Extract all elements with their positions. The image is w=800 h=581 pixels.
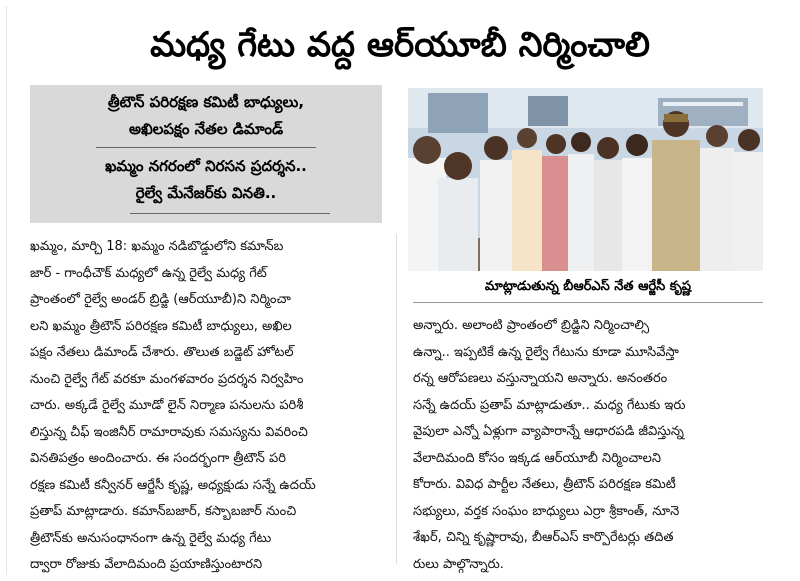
body-line: లని ఖమ్మం త్రీటౌన్ పరిరక్షణ కమిటీ బాధ్యులు, అఖిల — [30, 318, 292, 334]
body-line: కోరారు. వివిధ పార్టీల నేతలు, త్రీటౌన్ పరిరక్షణ కమిటీ — [413, 477, 676, 492]
subheading-line-1: త్రీటౌన్ పరిరక్షణ కమిటీ బాధ్యులు, — [107, 93, 305, 111]
photo-illustration — [408, 88, 763, 271]
body-line: పక్షం నేతలు డిమాండ్ చేశారు. తొలుత బడ్జెట్ హోటల్ — [30, 345, 294, 360]
body-line: ద్వారా రోజుకు వేలాదిమంది ప్రయాణిస్తుంటారని — [30, 557, 263, 572]
body-line: రులు పాల్గొన్నారు. — [413, 556, 504, 572]
body-line: వైపులా ఎన్నో ఏళ్లుగా వ్యాపారాన్నే ఆధారపడి జీవిస్తున్న — [413, 424, 684, 439]
subheading-line-3: ఖమ్మం నగరంలో నిరసన ప్రదర్శన.. — [105, 157, 307, 175]
body-line: శేఖర్, చిన్ని కృష్ణారావు, బీఆర్ఎస్ కార్పొరేటర్లు తదిత — [413, 530, 674, 545]
subheading-box — [30, 85, 382, 223]
body-line: సభ్యులు, వర్తక సంఘం బాధ్యులు ఎర్రా శ్రీకాంత్, నూనె — [413, 503, 680, 519]
body-line: ప్రాంతంలో రైల్వే అండర్ బ్రిడ్జి (ఆర్‌యూబీ)ని నిర్మించా — [30, 292, 291, 307]
body-line: ప్రతాప్ మాట్లాడారు. కమాన్‌బజార్, కస్బాబజార్ నుంచి — [30, 504, 297, 519]
body-line: ఉన్నా.. ఇప్పటికే ఉన్న రైల్వే గేటును కూడా మూసివేస్తా — [413, 344, 679, 360]
body-line: జార్ - గాంధీచౌక్ మధ్యలో ఉన్న రైల్వే మధ్య గేట్ — [30, 265, 267, 281]
body-line: వినతిపత్రం అందించారు. ఈ సందర్భంగా త్రీటౌన్ పరి — [30, 451, 286, 466]
body-line: అన్నారు. అలాంటి ప్రాంతంలో బ్రిడ్జిని నిర్మించాల్సి — [413, 318, 650, 333]
body-line: సన్నే ఉదయ్ ప్రతాప్ మాట్లాడుతూ.. మధ్య గేటుకు ఇరు — [413, 397, 686, 413]
body-line: చారు. అక్కడే రైల్వే మూడో లైన్ నిర్మాణ పనులను పరిశీ — [30, 398, 304, 413]
subheading-underline — [130, 213, 330, 214]
caption-divider — [413, 302, 763, 303]
subheading-line-4: రైల్వే మేనేజర్‌కు వినతి.. — [135, 184, 277, 202]
body-line: త్రీటౌన్‌కు అనుసంధానంగా ఉన్న రైల్వే మధ్య గేటు — [30, 530, 272, 546]
left-column-text — [30, 234, 382, 579]
body-line: నుంచి రైల్వే గేట్ వరకూ మంగళవారం ప్రదర్శన నిర్వహిం — [30, 371, 304, 387]
subheading-line-2: అఖిలపక్షం నేతల డిమాండ్ — [128, 120, 284, 138]
headline: మధ్య గేటు వద్ద ఆర్‌యూబీ నిర్మించాలి — [150, 25, 650, 65]
subheading-divider — [96, 147, 316, 148]
body-line: ఖమ్మం, మార్చి 18: ఖమ్మం నడిబొడ్డులోని కమాన్‌బ — [30, 239, 284, 254]
news-photo — [408, 88, 763, 271]
photo-caption: మాట్లాడుతున్న బీఆర్ఎస్ నేత ఆర్జేసీ కృష్ణ — [484, 279, 692, 294]
body-line: రన్న ఆరోపణలు వస్తున్నాయని అన్నారు. అనంతరం — [413, 371, 668, 386]
right-column-text — [413, 313, 763, 578]
body-line: లిస్తున్న చీఫ్ ఇంజినీర్ రామారావుకు సమస్యను వివరించి — [30, 424, 308, 440]
column-divider — [396, 234, 397, 564]
body-line: రక్షణ కమిటీ కన్వీనర్ ఆర్జేసీ కృష్ణ, అధ్యక్షుడు సన్నే ఉదయ్ — [30, 477, 316, 493]
body-line: వేలాదిమంది కోసం ఇక్కడ ఆర్‌యూబీ నిర్మించాలని — [413, 450, 661, 466]
